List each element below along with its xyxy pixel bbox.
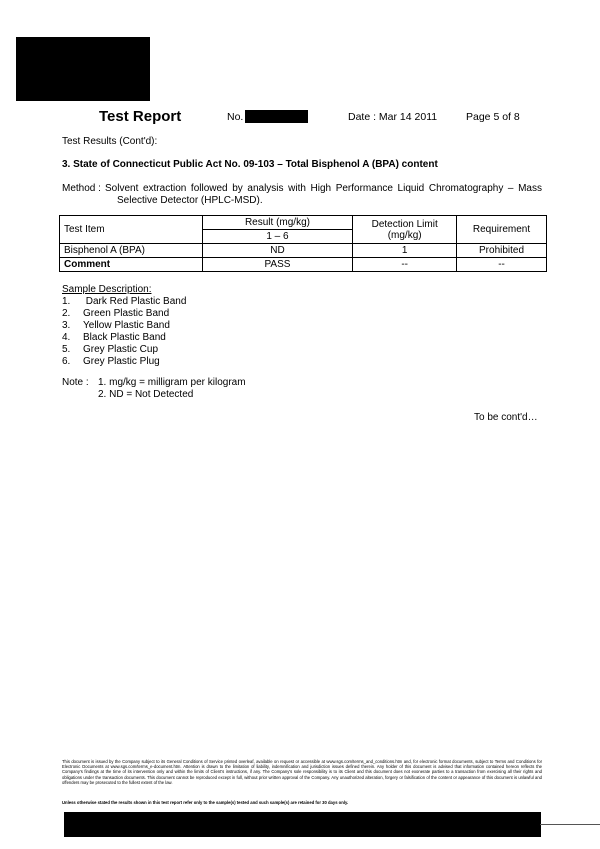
cell-limit: -- — [353, 258, 457, 272]
list-item — [62, 332, 186, 344]
list-item-number: 5. — [62, 344, 71, 355]
cell-limit: 1 — [353, 244, 457, 258]
report-number-label: No. — [227, 111, 244, 123]
method-line-1: Solvent extraction followed by analysis with High Performance Liquid Chromatography – Mass — [105, 183, 542, 194]
list-item — [62, 296, 186, 308]
cell-requirement: -- — [457, 258, 547, 272]
list-item-number: 4. — [62, 332, 71, 343]
list-item-text: Yellow Plastic Band — [83, 320, 170, 331]
method-text — [105, 183, 542, 207]
redacted-logo — [16, 37, 150, 101]
header-detection-limit — [353, 216, 457, 244]
cell-result: PASS — [202, 258, 353, 272]
list-item-number: 3. — [62, 320, 71, 331]
header-result: Result (mg/kg) — [202, 216, 353, 230]
list-item — [62, 308, 186, 320]
report-title: Test Report — [99, 108, 182, 125]
cell-item: Bisphenol A (BPA) — [60, 244, 203, 258]
cell-item: Comment — [60, 258, 203, 272]
continued-text: To be cont'd… — [474, 412, 538, 423]
header-detection-limit-line1: Detection Limit — [371, 218, 438, 230]
footer-rule — [540, 824, 600, 825]
results-table — [59, 215, 547, 272]
list-item — [62, 320, 186, 332]
list-item — [62, 356, 186, 368]
list-item-number: 6. — [62, 356, 71, 367]
header-test-item: Test Item — [60, 216, 203, 244]
cell-result: ND — [202, 244, 353, 258]
redacted-report-number — [245, 110, 308, 123]
page-indicator: Page 5 of 8 — [466, 111, 520, 123]
list-item-text: Grey Plastic Cup — [83, 344, 159, 355]
cell-requirement: Prohibited — [457, 244, 547, 258]
note-label: Note : — [62, 377, 89, 388]
method-line-2: Selective Detector (HPLC-MSD). — [117, 195, 263, 206]
list-item-number: 2. — [62, 308, 71, 319]
legal-footer: This document is issued by the Company subject to its General Conditions of Service printed overleaf, available on request or accessible at www.sgs.com/terms_and_conditions.htm and, for electronic format documents, subject to Terms and Conditions for Electronic Documents at www.sgs.com/terms_e-document.htm. Attention is drawn to the limitation of liability, indemnification and jurisdiction issues defined therein. Any holder of this document is advised that information contained hereon reflects the Company's findings at the time of its intervention only and within the limits of Client's instructions, if any. The Company's sole responsibility is to its Client and this document does not exonerate parties to a transaction from exercising all their rights and obligations under the transaction documents. This document cannot be reproduced except in full, without prior written approval of the Company. Any unauthorized alteration, forgery or falsification of the content or appearance of this document is unlawful and offenders may be prosecuted to the fullest extent of the law. — [62, 759, 542, 785]
list-item-number: 1. — [62, 296, 71, 307]
report-date: Date : Mar 14 2011 — [348, 111, 438, 123]
table-row — [60, 258, 547, 272]
header-requirement: Requirement — [457, 216, 547, 244]
header-result-samples: 1 – 6 — [202, 230, 353, 244]
list-item-text: Black Plastic Band — [83, 332, 166, 343]
sample-heading: Sample Description: — [62, 284, 152, 295]
note-line-1: 1. mg/kg = milligram per kilogram — [98, 377, 246, 388]
section-label: Test Results (Cont'd): — [62, 136, 158, 147]
list-item-text: Green Plastic Band — [83, 308, 170, 319]
note-line-2: 2. ND = Not Detected — [98, 389, 194, 400]
table-row — [60, 244, 547, 258]
retention-note: Unless otherwise stated the results shown in this test report refer only to the sample(s) tested and such sample(s) are retained for 30 days only. — [62, 800, 349, 805]
section-heading: 3. State of Connecticut Public Act No. 09-103 – Total Bisphenol A (BPA) content — [62, 159, 438, 170]
list-item-text: Grey Plastic Plug — [83, 356, 160, 367]
method-label: Method : — [62, 183, 101, 194]
list-item-text: Dark Red Plastic Band — [83, 296, 187, 307]
redacted-footer-block — [64, 812, 541, 837]
sample-description — [62, 284, 186, 368]
header-detection-limit-line2: (mg/kg) — [387, 229, 422, 241]
list-item — [62, 344, 186, 356]
